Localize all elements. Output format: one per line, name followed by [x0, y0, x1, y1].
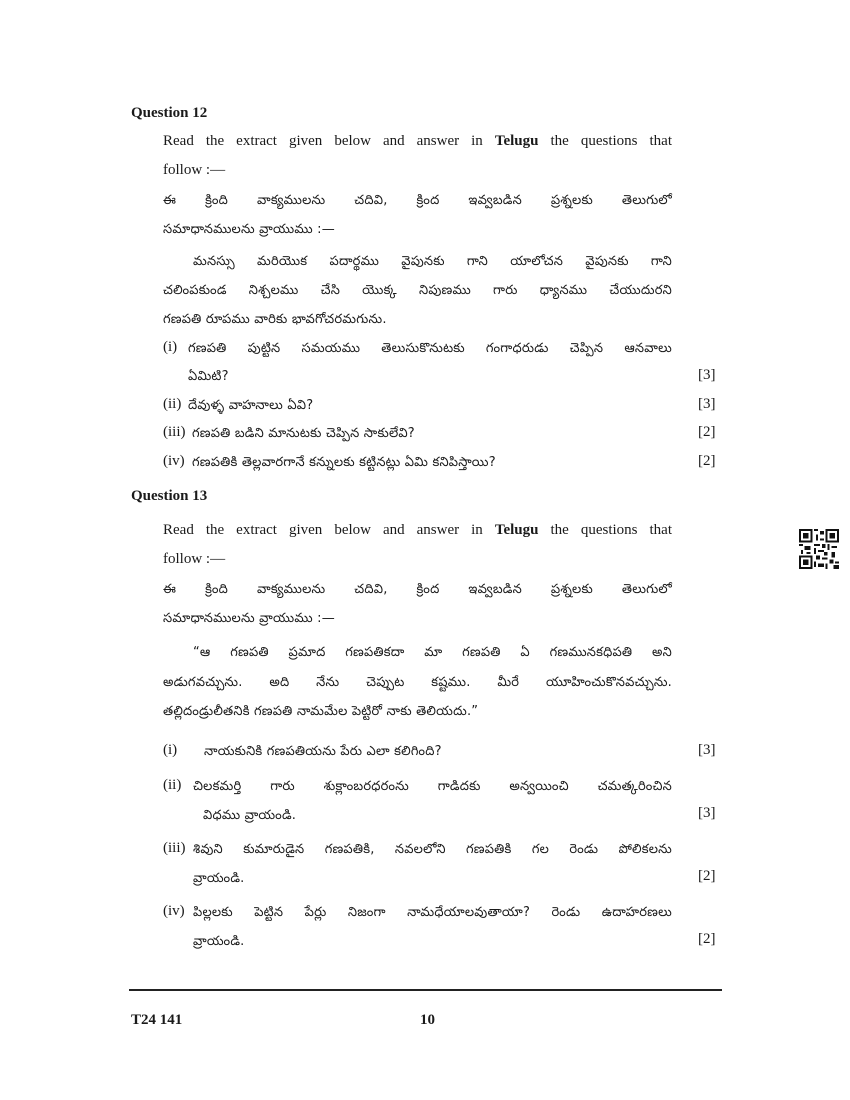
q12-question-text: గణపతి పుట్టిన సమయము తెలుసుకొనుటకు గంగాధరుడు చెప్పిన ఆనవాలు	[188, 341, 672, 356]
page-number: 10	[420, 1012, 435, 1028]
q12-question-number: (ii)	[163, 396, 182, 412]
q12-instruction-line-2: follow :—	[163, 162, 226, 178]
q13-question-text: శివుని కుమారుడైన గణపతికి, నవలలోని గణపతికి గల రెండు పోలికలను	[193, 842, 672, 857]
q12-extract-line-3: గణపతి రూపము వారికు భావగోచరమగును.	[163, 312, 387, 327]
q13-extract-line-2: అడుగవచ్చును. అది నేను చెప్పుట కష్టము. మీరే యూహించుకొనవచ్చును.	[163, 675, 672, 690]
q13-instruction-line-1: Read the extract given below and answer in Telugu the questions that	[163, 522, 672, 538]
q12-question-number: (i)	[163, 339, 178, 355]
q13-extract-line-3: తల్లిదండ్రులీతనికి గణపతి నామమేల పెట్టిరో నాకు తెలియదు.”	[163, 704, 479, 719]
q12-extract-line-1: మనస్సు మరియొక పదార్థము వైపునకు గాని యాలోచన వైపునకు గాని	[193, 254, 672, 269]
q12-question-text: గణపతి బడిని మానుటకు చెప్పిన సాకులేవి?	[192, 426, 415, 441]
q13-extract-line-1: “ఆ గణపతి ప్రమాద గణపతికదా మా గణపతి ఏ గణమునకధిపతి అని	[193, 645, 672, 660]
q12-question-text: దేవుళ్ళ వాహనాలు ఏవి?	[188, 398, 314, 413]
q13-question-text: వ్రాయండి.	[193, 934, 245, 949]
q12-telugu-instruction-2: సమాధానములను వ్రాయుము :—	[163, 222, 335, 237]
q13-question-text: పిల్లలకు పెట్టిన పేర్లు నిజంగా నామధేయాలవుతాయా? రెండు ఉదాహరణలు	[193, 905, 672, 920]
q13-question-marks: [2]	[698, 931, 716, 947]
paper-code: T24 141	[131, 1012, 183, 1028]
question-13-heading: Question 13	[131, 488, 208, 504]
footer-rule	[129, 989, 722, 991]
q12-telugu-instruction-1: ఈ క్రింది వాక్యములను చదివి, క్రింద ఇవ్వబడిన ప్రశ్నలకు తెలుగులో	[163, 193, 672, 208]
q13-question-marks: [3]	[698, 742, 716, 758]
qr-code-icon	[799, 529, 839, 569]
q13-question-number: (i)	[163, 742, 178, 758]
q12-question-text: గణపతికి తెల్లవారగానే కన్నులకు కట్టినట్లు ఏమి కనిపిస్తాయి?	[192, 455, 496, 470]
q12-question-marks: [2]	[698, 424, 716, 440]
q12-question-marks: [2]	[698, 453, 716, 469]
q12-question-number: (iv)	[163, 453, 185, 469]
q12-extract-line-2: చలింపకుండ నిశ్చలము చేసి యొక్క నిపుణము గారు ధ్యానము చేయుదురని	[163, 283, 672, 298]
q13-question-text: చిలకమర్తి గారు శుక్లాంబరధరంను గాడిదకు అన్వయించి చమత్కరించిన	[193, 779, 672, 794]
q13-question-number: (iii)	[163, 840, 186, 856]
q13-question-text: వ్రాయండి.	[193, 871, 245, 886]
q12-question-marks: [3]	[698, 396, 716, 412]
q13-telugu-instruction-1: ఈ క్రింది వాక్యములను చదివి, క్రింద ఇవ్వబడిన ప్రశ్నలకు తెలుగులో	[163, 582, 672, 597]
q13-question-number: (iv)	[163, 903, 185, 919]
q12-instruction-line-1: Read the extract given below and answer in Telugu the questions that	[163, 133, 672, 149]
q13-instruction-line-2: follow :—	[163, 551, 226, 567]
q12-question-text: ఏమిటి?	[188, 369, 229, 384]
q13-question-text: విధము వ్రాయండి.	[203, 808, 297, 823]
q13-question-text: నాయకునికి గణపతియను పేరు ఎలా కలిగింది?	[204, 744, 442, 759]
q13-telugu-instruction-2: సమాధానములను వ్రాయుము :—	[163, 611, 335, 626]
q13-question-marks: [2]	[698, 868, 716, 884]
question-12-heading: Question 12	[131, 105, 208, 121]
q12-question-number: (iii)	[163, 424, 186, 440]
q12-question-marks: [3]	[698, 367, 716, 383]
q13-question-number: (ii)	[163, 777, 182, 793]
q13-question-marks: [3]	[698, 805, 716, 821]
